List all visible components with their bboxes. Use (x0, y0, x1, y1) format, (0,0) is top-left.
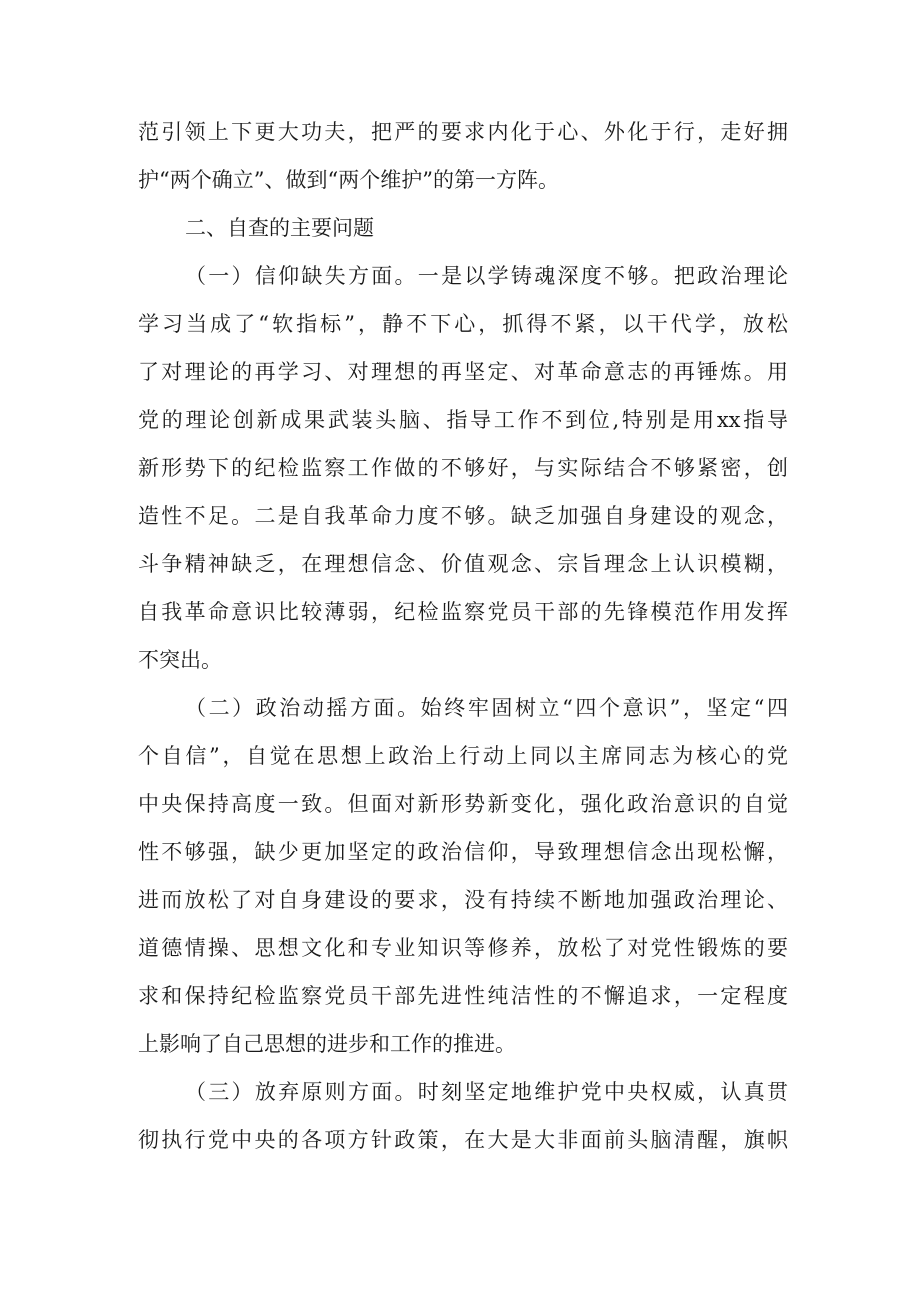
paragraph-line: 道德情操、思想文化和专业知识等修养，放松了对党性锻炼的要 (138, 936, 788, 960)
paragraph-line: 自我革命意识比较薄弱，纪检监察党员干部的先锋模范作用发挥 (138, 600, 788, 624)
paragraph-line: 不突出。 (138, 648, 222, 672)
paragraph-line: 了对理论的再学习、对理想的再坚定、对革命意志的再锤炼。用 (138, 360, 788, 384)
paragraph-line: 进而放松了对自身建设的要求，没有持续不断地加强政治理论、 (138, 888, 788, 912)
paragraph-line: 学习当成了“软指标”，静不下心，抓得不紧，以干代学，放松 (138, 312, 788, 336)
paragraph-line: （一）信仰缺失方面。一是以学铸魂深度不够。把政治理论 (185, 264, 788, 288)
paragraph-line: 上影响了自己思想的进步和工作的推进。 (138, 1032, 516, 1056)
paragraph-line: 党的理论创新成果武装头脑、指导工作不到位,特别是用xx指导 (138, 408, 788, 432)
paragraph-line: 造性不足。二是自我革命力度不够。缺乏加强自身建设的观念， (138, 504, 788, 528)
paragraph-line: （三）放弃原则方面。时刻坚定地维护党中央权威，认真贯 (185, 1080, 788, 1104)
paragraph-line: 护“两个确立”、做到“两个维护”的第一方阵。 (138, 168, 559, 192)
paragraph-line: 斗争精神缺乏，在理想信念、价值观念、宗旨理念上认识模糊， (138, 552, 788, 576)
paragraph-line: 个自信”，自觉在思想上政治上行动上同以主席同志为核心的党 (138, 744, 788, 768)
paragraph-line: 范引领上下更大功夫，把严的要求内化于心、外化于行，走好拥 (138, 120, 788, 144)
section-heading: 二、自查的主要问题 (185, 216, 374, 240)
paragraph-line: 求和保持纪检监察党员干部先进性纯洁性的不懈追求，一定程度 (138, 984, 788, 1008)
paragraph-line: （二）政治动摇方面。始终牢固树立“四个意识”，坚定“四 (185, 696, 788, 720)
paragraph-line: 性不够强，缺少更加坚定的政治信仰，导致理想信念出现松懈， (138, 840, 788, 864)
paragraph-line: 彻执行党中央的各项方针政策，在大是大非面前头脑清醒，旗帜 (138, 1128, 788, 1152)
paragraph-line: 中央保持高度一致。但面对新形势新变化，强化政治意识的自觉 (138, 792, 788, 816)
paragraph-line: 新形势下的纪检监察工作做的不够好，与实际结合不够紧密，创 (138, 456, 788, 480)
